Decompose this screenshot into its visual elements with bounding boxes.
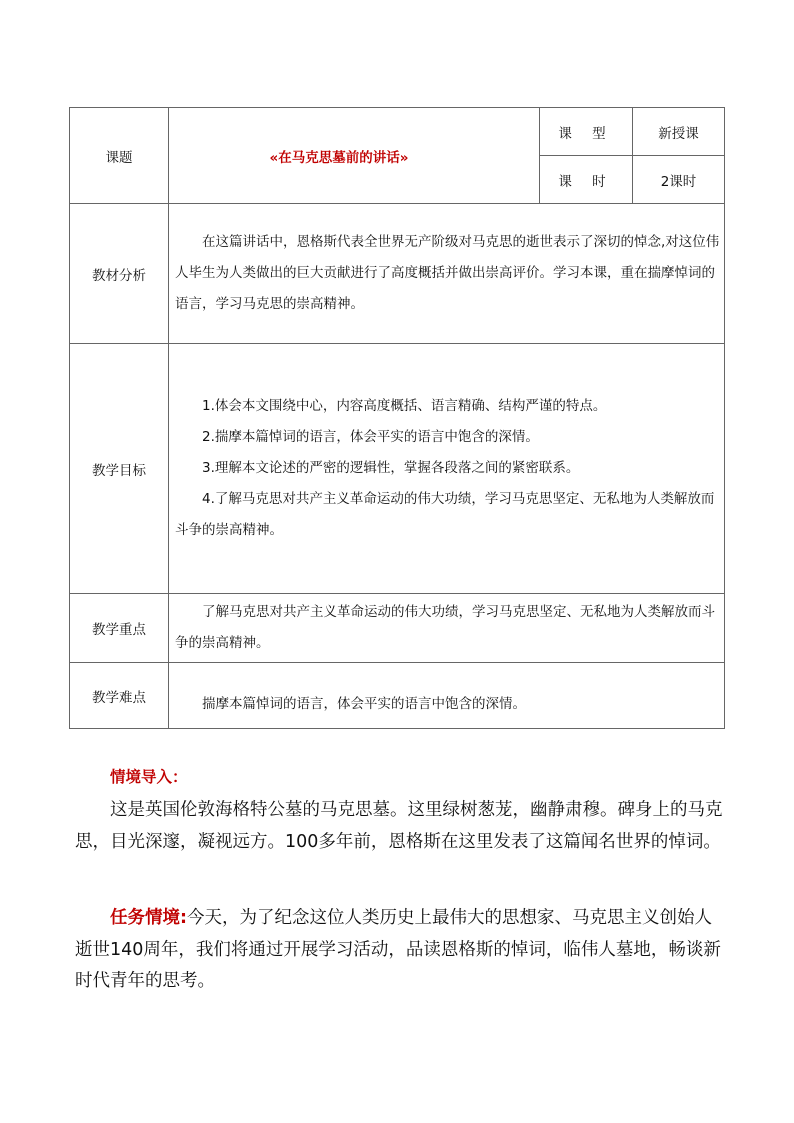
hours-value: 2课时 xyxy=(633,156,725,204)
type-label: 课 型 xyxy=(540,108,633,156)
intro-label: 情境导入： xyxy=(110,768,188,786)
key-label: 教学重点 xyxy=(70,594,169,663)
key-cell xyxy=(169,594,725,663)
goal-item: 2.揣摩本篇悼词的语言，体会平实的语言中饱含的深情。 xyxy=(202,429,539,445)
analysis-label: 教材分析 xyxy=(70,204,169,344)
goal-item: 4.了解马克思对共产主义革命运动的伟大功绩，学习马克思坚定、无私地为人类解放而斗争的崇高精神。 xyxy=(175,491,715,538)
task-paragraph xyxy=(75,903,725,998)
analysis-cell xyxy=(169,204,725,344)
difficulty-cell xyxy=(169,663,725,729)
task-text: 今天，为了纪念这位人类历史上最伟大的思想家、马克思主义创始人逝世140周年，我们将通过开展学习活动，品读恩格斯的悼词，临伟人墓地，畅谈新时代青年的思考。 xyxy=(75,908,721,991)
difficulty-label: 教学难点 xyxy=(70,663,169,729)
goals-label: 教学目标 xyxy=(70,344,169,594)
goal-item: 1.体会本文围绕中心，内容高度概括、语言精确、结构严谨的特点。 xyxy=(202,398,607,414)
goal-item: 3.理解本文论述的严密的逻辑性，掌握各段落之间的紧密联系。 xyxy=(202,460,580,476)
topic-title: «在马克思墓前的讲话» xyxy=(169,108,540,204)
hours-label: 课 时 xyxy=(540,156,633,204)
topic-label: 课题 xyxy=(70,108,169,204)
goals-cell xyxy=(169,344,725,594)
type-value: 新授课 xyxy=(633,108,725,156)
task-label: 任务情境: xyxy=(110,908,187,928)
intro-text: 这是英国伦敦海格特公墓的马克思墓。这里绿树葱茏，幽静肃穆。碑身上的马克思，目光深邃，凝视远方。100多年前，恩格斯在这里发表了这篇闻名世界的悼词。 xyxy=(75,800,723,852)
key-text: 了解马克思对共产主义革命运动的伟大功绩，学习马克思坚定、无私地为人类解放而斗争的崇高精神。 xyxy=(175,604,715,651)
lesson-plan-table xyxy=(69,107,725,729)
analysis-text: 在这篇讲话中，恩格斯代表全世界无产阶级对马克思的逝世表示了深切的悼念,对这位伟人毕生为人类做出的巨大贡献进行了高度概括并做出崇高评价。学习本课，重在揣摩悼词的语言，学习马克思的崇高精神。 xyxy=(175,234,720,312)
difficulty-text: 揣摩本篇悼词的语言，体会平实的语言中饱含的深情。 xyxy=(202,696,526,712)
intro-paragraph xyxy=(75,795,725,858)
